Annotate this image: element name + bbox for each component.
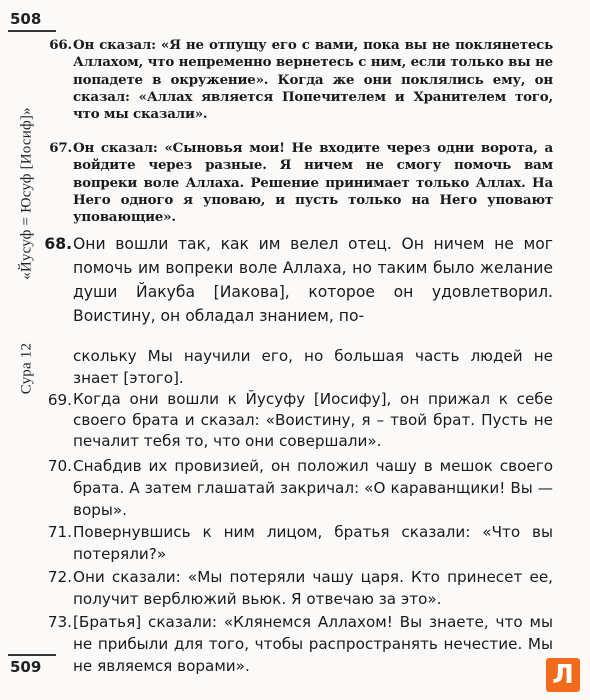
running-title: «Йусуф = Юсуф [Иосиф]» bbox=[18, 107, 35, 280]
verse-text: Он сказал: «Сыновья мои! Не входите через одни ворота, а войдите через разные. Я ничем не смогу помочь вам вопреки воле Аллаха. Решение принимает только Аллах. На Него одного я уповаю, и пусть только на Него уповают уповающие». bbox=[73, 140, 553, 226]
verse-71 bbox=[47, 521, 553, 565]
verse-number: 67. bbox=[49, 140, 72, 156]
verse-66 bbox=[49, 37, 553, 123]
verse-73 bbox=[47, 611, 553, 677]
sura-label: Сура 12 bbox=[18, 342, 35, 395]
header-rule bbox=[8, 30, 56, 32]
page-number-top: 508 bbox=[10, 10, 42, 28]
page-number-bottom: 509 bbox=[10, 658, 42, 676]
verse-number: 71. bbox=[47, 523, 72, 541]
verse-72 bbox=[47, 566, 553, 610]
verse-number: 73. bbox=[47, 613, 72, 631]
verse-70 bbox=[47, 455, 553, 521]
verse-text: Он сказал: «Я не отпущу его с вами, пока вы не поклянетесь Аллахом, что непременно вернетесь с ним, если только вы не попадете в окружение». Когда же они поклялись ему, он сказал: «Аллах является Попечителем и Хранителем того, что мы сказали». bbox=[73, 37, 553, 123]
footer-rule bbox=[8, 654, 56, 656]
verse-number: 70. bbox=[47, 457, 72, 475]
verse-text: Повернувшись к ним лицом, братья сказали: «Что вы потеряли?» bbox=[73, 523, 553, 563]
verse-text: Они сказали: «Мы потеряли чашу царя. Кто принесет ее, получит верблюжий вьюк. Я отвечаю за это». bbox=[73, 568, 553, 608]
verse-number: 72. bbox=[47, 568, 72, 586]
verse-number: 68. bbox=[44, 235, 72, 253]
verse-text: Когда они вошли к Йусуфу [Иосифу], он прижал к себе своего брата и сказал: «Воистину, я – твой брат. Пусть не печалит тебя то, что они совершали». bbox=[73, 390, 553, 451]
verse-68 bbox=[44, 232, 553, 328]
verse-68-continuation: скольку Мы научили его, но большая часть людей не знает [этого]. bbox=[73, 347, 553, 387]
verse-67 bbox=[49, 140, 553, 226]
verse-number: 69. bbox=[47, 391, 72, 409]
verse-text: Снабдив их провизией, он положил чашу в мешок своего брата. А затем глашатай закричал: «О караванщики! Вы — воры». bbox=[73, 457, 553, 519]
litres-logo-icon: Л bbox=[546, 658, 580, 692]
verse-text: Они вошли так, как им велел отец. Он ничем не мог помочь им вопреки воле Аллаха, но таким было желание души Йакуба [Иакова], которое он удовлетворил. Воистину, он обладал знанием, по- bbox=[73, 235, 553, 325]
verse-number: 66. bbox=[49, 37, 72, 53]
verse-text: [Братья] сказали: «Клянемся Аллахом! Вы знаете, что мы не прибыли для того, чтобы распространять нечестие. Мы не являемся ворами». bbox=[73, 613, 553, 675]
verse-69 bbox=[47, 389, 553, 453]
